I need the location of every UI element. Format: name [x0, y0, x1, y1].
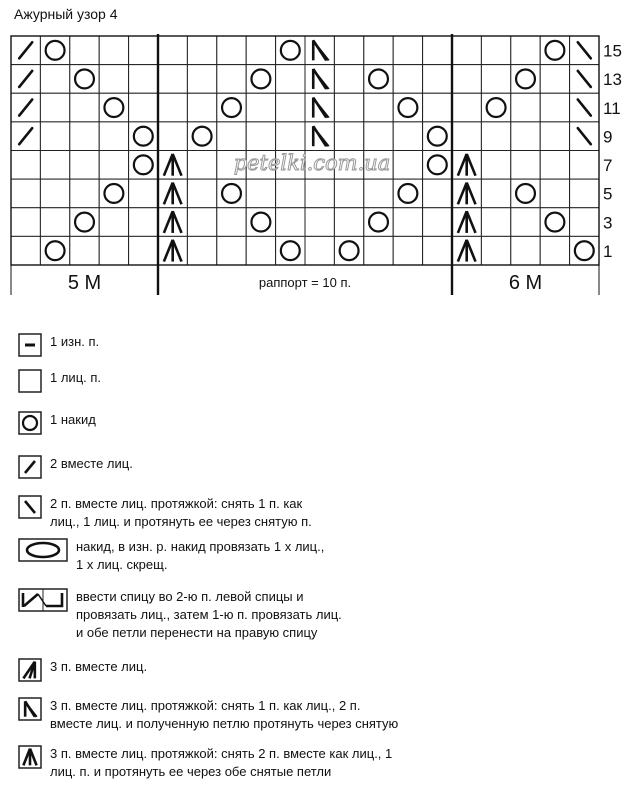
legend-item [18, 658, 147, 682]
chart-cell [452, 122, 481, 151]
chart-cell [540, 93, 569, 122]
chart-cell [540, 236, 569, 265]
chart-cell [511, 236, 540, 265]
chart-cell [129, 36, 158, 65]
chart-cell [570, 208, 599, 237]
chart-cell [129, 236, 158, 265]
chart-cell [393, 151, 422, 180]
chart-cell [364, 122, 393, 151]
chart-cell [452, 36, 481, 65]
chart-cell [246, 36, 275, 65]
chart-cell [246, 179, 275, 208]
chart-cell [217, 36, 246, 65]
chart-cell [511, 151, 540, 180]
centered-double-decrease-icon [18, 745, 42, 769]
chart-cell [70, 93, 99, 122]
chart-cell [158, 36, 187, 65]
chart-cell [540, 65, 569, 94]
yarn-over-icon [18, 411, 42, 435]
chart-cell [452, 65, 481, 94]
sk2p-icon [18, 697, 42, 721]
chart-cell [540, 122, 569, 151]
legend-item [18, 333, 99, 357]
legend-item [18, 455, 133, 479]
legend-item [18, 369, 101, 393]
chart-cell [129, 179, 158, 208]
chart-cell [481, 236, 510, 265]
legend-item [18, 538, 324, 574]
legend-item [18, 495, 312, 531]
knit-icon [18, 369, 42, 393]
chart-cell [393, 122, 422, 151]
chart-cell [305, 236, 334, 265]
legend-text: 3 п. вместе лиц. протяжкой: снять 2 п. вместе как лиц., 1 лиц. п. и протянуть ее через обе снятые петли [50, 746, 393, 779]
chart-cell [11, 236, 40, 265]
chart-cell [158, 65, 187, 94]
chart-cell [364, 93, 393, 122]
chart-cell [187, 208, 216, 237]
chart-cell [393, 208, 422, 237]
row-number: 5 [603, 184, 613, 204]
chart-cell [540, 151, 569, 180]
chart-cell [305, 208, 334, 237]
chart-cell [70, 179, 99, 208]
chart-cell [276, 93, 305, 122]
legend-text: 2 п. вместе лиц. протяжкой: снять 1 п. как лиц., 1 лиц. и протянуть ее через снятую п. [50, 496, 312, 529]
double-yarn-over-icon [18, 538, 68, 562]
chart-cell [40, 208, 69, 237]
chart-cell [276, 65, 305, 94]
chart-cell [129, 208, 158, 237]
chart-cell [511, 122, 540, 151]
chart-cell [11, 151, 40, 180]
chart-cell [99, 122, 128, 151]
chart-cell [452, 93, 481, 122]
chart-cell [423, 36, 452, 65]
chart-cell [11, 179, 40, 208]
chart-cell [187, 179, 216, 208]
k3tog-icon [18, 658, 42, 682]
chart-cell [481, 179, 510, 208]
chart-cell [334, 122, 363, 151]
chart-cell [40, 122, 69, 151]
row-number: 1 [603, 241, 613, 261]
chart-cell [11, 208, 40, 237]
chart-cell [423, 208, 452, 237]
chart-cell [158, 93, 187, 122]
chart-cell [364, 36, 393, 65]
chart-cell [305, 179, 334, 208]
chart-cell [393, 36, 422, 65]
legend-text: ввести спицу во 2-ю п. левой спицы и провязать лиц., затем 1-ю п. провязать лиц. и обе петли перенести на правую спицу [76, 589, 342, 640]
k2tog-icon [18, 455, 42, 479]
chart-cell [481, 65, 510, 94]
legend-item [18, 588, 342, 642]
legend-item [18, 745, 392, 781]
chart-cell [217, 65, 246, 94]
left-edge-label: 5 М [67, 272, 102, 294]
chart-cell [540, 179, 569, 208]
legend-text: накид, в изн. р. накид провязать 1 х лиц., 1 х лиц. скрещ. [76, 539, 325, 572]
purl-icon [18, 333, 42, 357]
chart-cell [99, 208, 128, 237]
row-number: 13 [603, 70, 622, 90]
legend-item [18, 697, 398, 733]
legend-text: 3 п. вместе лиц. [50, 659, 148, 674]
chart-cell [187, 93, 216, 122]
legend-text: 1 лиц. п. [50, 370, 102, 385]
chart-cell [129, 93, 158, 122]
chart-cell [99, 65, 128, 94]
chart-cell [40, 179, 69, 208]
chart-cell [423, 179, 452, 208]
right-edge-label: 6 М [508, 272, 543, 294]
chart-cell [187, 36, 216, 65]
legend-text: 2 вместе лиц. [50, 456, 133, 471]
legend-text: 1 изн. п. [50, 334, 100, 349]
chart-cell [70, 36, 99, 65]
chart-cell [187, 151, 216, 180]
chart-cell [334, 36, 363, 65]
chart-cell [423, 236, 452, 265]
chart-cell [570, 179, 599, 208]
chart-cell [246, 122, 275, 151]
chart-cell [276, 122, 305, 151]
chart-cell [364, 236, 393, 265]
legend-text: 1 накид [50, 412, 96, 427]
chart-cell [217, 208, 246, 237]
row-number: 11 [603, 98, 621, 118]
chart-cell [511, 208, 540, 237]
legend-item [18, 411, 96, 435]
chart-cell [187, 65, 216, 94]
chart-cell [276, 208, 305, 237]
chart-cell [99, 236, 128, 265]
chart-cell [70, 236, 99, 265]
chart-title: Ажурный узор 4 [14, 6, 118, 22]
row-number: 9 [603, 127, 613, 147]
chart-cell [570, 151, 599, 180]
row-number: 15 [603, 41, 622, 61]
chart-cell [217, 236, 246, 265]
chart-cell [40, 151, 69, 180]
chart-cell [334, 208, 363, 237]
repeat-label: раппорт = 10 п. [258, 275, 352, 290]
chart-cell [481, 36, 510, 65]
chart-cell [246, 236, 275, 265]
ssk-icon [18, 495, 42, 519]
chart-cell [334, 65, 363, 94]
chart-cell [511, 93, 540, 122]
chart-cell [217, 122, 246, 151]
chart-cell [423, 65, 452, 94]
watermark: petelki.com.ua [233, 151, 391, 175]
row-number: 7 [603, 156, 613, 176]
chart-cell [99, 36, 128, 65]
chart-cell [334, 179, 363, 208]
row-number: 3 [603, 213, 613, 233]
chart-cell [40, 65, 69, 94]
chart-cell [364, 179, 393, 208]
chart-cell [276, 179, 305, 208]
legend-text: 3 п. вместе лиц. протяжкой: снять 1 п. как лиц., 2 п. вместе лиц. и полученную петлю протянуть через снятую [50, 698, 399, 731]
chart-cell [393, 236, 422, 265]
chart-cell [393, 65, 422, 94]
chart-cell [481, 208, 510, 237]
chart-cell [158, 122, 187, 151]
knitting-chart [0, 0, 630, 310]
chart-cell [40, 93, 69, 122]
chart-cell [511, 36, 540, 65]
chart-cell [481, 151, 510, 180]
cross-stitch-icon [18, 588, 68, 612]
chart-cell [70, 151, 99, 180]
chart-cell [70, 122, 99, 151]
chart-cell [99, 151, 128, 180]
chart-cell [481, 122, 510, 151]
chart-cell [334, 93, 363, 122]
chart-cell [129, 65, 158, 94]
chart-cell [246, 93, 275, 122]
chart-cell [187, 236, 216, 265]
chart-cell [423, 93, 452, 122]
